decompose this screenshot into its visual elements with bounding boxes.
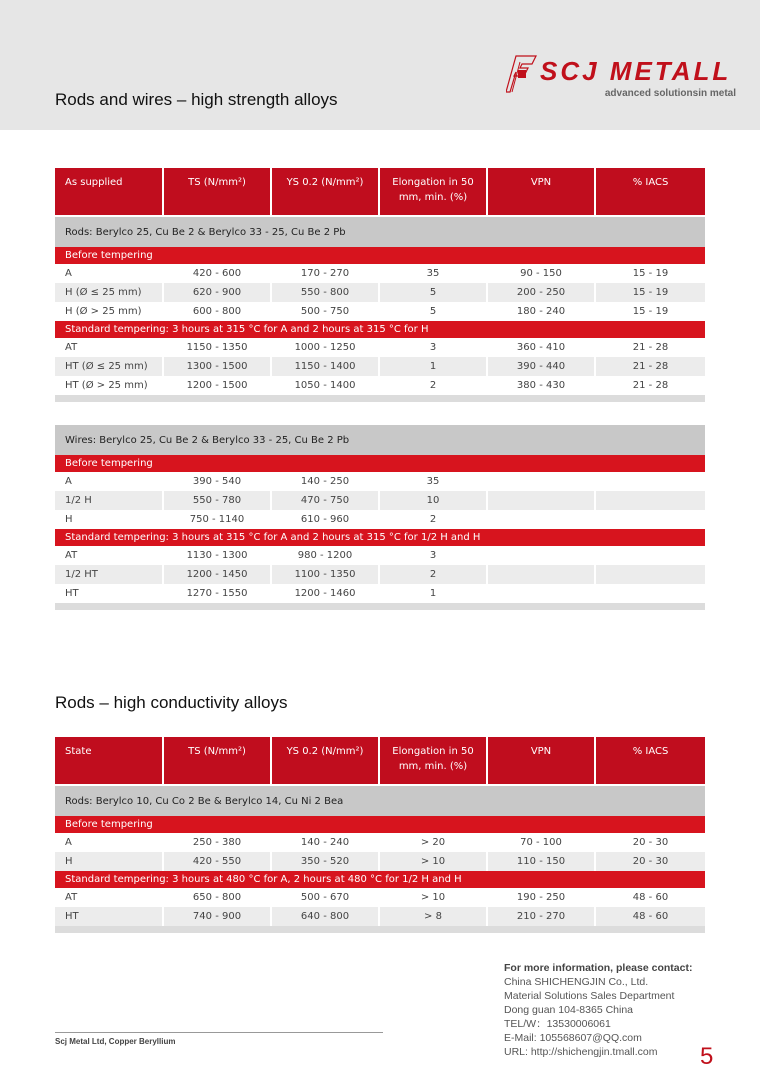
cell: 140 - 240 xyxy=(271,833,379,852)
cell: 420 - 550 xyxy=(163,852,271,871)
group-label: Wires: Berylco 25, Cu Be 2 & Berylco 33 - 25, Cu Be 2 Pb xyxy=(55,424,705,455)
page-header xyxy=(0,0,760,130)
cell: 210 - 270 xyxy=(487,907,595,926)
cell: A xyxy=(55,472,163,491)
cell: AT xyxy=(55,888,163,907)
col-header-elongation: Elongation in 50 mm, min. (%) xyxy=(379,168,487,216)
group-label: Rods: Berylco 10, Cu Co 2 Be & Berylco 14, Cu Ni 2 Bea xyxy=(55,785,705,816)
cell: 640 - 800 xyxy=(271,907,379,926)
rods-high-strength-table xyxy=(55,168,705,402)
cell: 48 - 60 xyxy=(595,907,705,926)
table-row xyxy=(55,907,705,926)
col-header-state: State xyxy=(55,737,163,785)
cell xyxy=(595,491,705,510)
cell: AT xyxy=(55,546,163,565)
col-header-vpn: VPN xyxy=(487,737,595,785)
section-label-row xyxy=(55,247,705,264)
cell: HT (Ø ≤ 25 mm) xyxy=(55,357,163,376)
cell: 140 - 250 xyxy=(271,472,379,491)
table-row xyxy=(55,565,705,584)
cell: 20 - 30 xyxy=(595,852,705,871)
col-header-state: As supplied xyxy=(55,168,163,216)
cell: > 8 xyxy=(379,907,487,926)
col-header-ys: YS 0.2 (N/mm²) xyxy=(271,737,379,785)
contact-email[interactable]: E-Mail: 105568607@QQ.com xyxy=(504,1032,642,1044)
table-foot xyxy=(55,395,705,402)
table-row xyxy=(55,283,705,302)
cell: 250 - 380 xyxy=(163,833,271,852)
cell: 1050 - 1400 xyxy=(271,376,379,395)
cell: 610 - 960 xyxy=(271,510,379,529)
table-row xyxy=(55,302,705,321)
cell: 1200 - 1460 xyxy=(271,584,379,603)
section-label-row xyxy=(55,871,705,888)
cell: 2 xyxy=(379,510,487,529)
cell: 1100 - 1350 xyxy=(271,565,379,584)
cell: 420 - 600 xyxy=(163,264,271,283)
cell xyxy=(595,584,705,603)
cell xyxy=(487,491,595,510)
cell: 1/2 H xyxy=(55,491,163,510)
table-row xyxy=(55,264,705,283)
cell: > 20 xyxy=(379,833,487,852)
cell: 20 - 30 xyxy=(632,837,669,848)
cell: H (Ø > 25 mm) xyxy=(55,302,163,321)
scj-metall-logo xyxy=(506,52,738,100)
cell: 21 - 28 xyxy=(632,380,669,391)
section-label: Before tempering xyxy=(55,455,705,472)
cell: 90 - 150 xyxy=(487,264,595,283)
cell: 180 - 240 xyxy=(487,302,595,321)
cell: 5 xyxy=(379,302,487,321)
section-label: Before tempering xyxy=(55,816,705,833)
cell xyxy=(595,546,705,565)
col-header-elongation: Elongation in 50 mm, min. (%) xyxy=(379,737,487,785)
cell: 2 xyxy=(379,376,487,395)
table-header-row xyxy=(55,168,705,216)
cell: 500 - 750 xyxy=(271,302,379,321)
table-row xyxy=(55,357,705,376)
cell: 21 - 28 xyxy=(595,357,705,376)
contact-phone: TEL/W：13530006061 xyxy=(504,1018,611,1030)
cell: 1/2 HT xyxy=(55,565,163,584)
table-foot xyxy=(55,603,705,610)
cell: A xyxy=(55,264,163,283)
cell: HT (Ø > 25 mm) xyxy=(55,376,163,395)
table-row xyxy=(55,510,705,529)
cell: 390 - 540 xyxy=(163,472,271,491)
cell: 980 - 1200 xyxy=(271,546,379,565)
group-row xyxy=(55,424,705,455)
cell: 35 xyxy=(379,472,487,491)
section-label-row xyxy=(55,321,705,338)
cell: > 10 xyxy=(379,852,487,871)
cell: 15 - 19 xyxy=(595,283,705,302)
cell xyxy=(487,472,595,491)
cell: 650 - 800 xyxy=(163,888,271,907)
cell: 380 - 430 xyxy=(487,376,595,395)
cell: 1300 - 1500 xyxy=(163,357,271,376)
section-label: Before tempering xyxy=(55,247,705,264)
cell: 21 - 28 xyxy=(632,342,669,353)
cell: 1 xyxy=(379,584,487,603)
cell: HT xyxy=(55,584,163,603)
cell: 48 - 60 xyxy=(632,892,669,903)
cell: 1150 - 1350 xyxy=(163,338,271,357)
cell: > 10 xyxy=(379,888,487,907)
cell: 550 - 780 xyxy=(163,491,271,510)
cell: 470 - 750 xyxy=(271,491,379,510)
cell: 740 - 900 xyxy=(163,907,271,926)
cell: H xyxy=(55,852,163,871)
cell: 3 xyxy=(379,546,487,565)
cell: 350 - 520 xyxy=(271,852,379,871)
page-number: 5 xyxy=(700,1043,714,1070)
section-label-row xyxy=(55,455,705,472)
cell: 550 - 800 xyxy=(271,283,379,302)
cell xyxy=(595,510,705,529)
section-label-row xyxy=(55,816,705,833)
cell: A xyxy=(55,833,163,852)
contact-heading: For more information, please contact: xyxy=(504,962,693,974)
cell: 500 - 670 xyxy=(271,888,379,907)
cell: AT xyxy=(55,338,163,357)
section-label: Standard tempering: 3 hours at 480 °C for A, 2 hours at 480 °C for 1/2 H and H xyxy=(55,871,705,888)
footer-text: Scj Metal Ltd, Copper Beryllium xyxy=(55,1037,176,1046)
table-row xyxy=(55,852,705,871)
wires-high-strength-table xyxy=(55,423,705,610)
contact-address: Dong guan 104-8365 China xyxy=(504,1004,634,1016)
cell: 200 - 250 xyxy=(487,283,595,302)
rods-high-conductivity-table xyxy=(55,737,705,933)
cell: 620 - 900 xyxy=(163,283,271,302)
table-row xyxy=(55,376,705,395)
cell xyxy=(595,472,705,491)
cell: 3 xyxy=(379,338,487,357)
cell: 1270 - 1550 xyxy=(163,584,271,603)
cell: 15 - 19 xyxy=(632,306,669,317)
cell xyxy=(487,565,595,584)
contact-url[interactable]: URL: http://shichengjin.tmall.com xyxy=(504,1046,658,1058)
cell: 750 - 1140 xyxy=(163,510,271,529)
cell: 1130 - 1300 xyxy=(163,546,271,565)
group-row xyxy=(55,216,705,247)
cell: 2 xyxy=(379,565,487,584)
contact-company: China SHICHENGJIN Co., Ltd. xyxy=(504,976,649,988)
cell: 170 - 270 xyxy=(271,264,379,283)
col-header-ys: YS 0.2 (N/mm²) xyxy=(271,168,379,216)
table-row xyxy=(55,491,705,510)
cell: 15 - 19 xyxy=(632,268,669,279)
table-row xyxy=(55,584,705,603)
table-header-row xyxy=(55,737,705,785)
brand-name: SCJ METALL xyxy=(540,56,732,86)
group-row xyxy=(55,785,705,816)
cell: 1 xyxy=(379,357,487,376)
cell: 360 - 410 xyxy=(487,338,595,357)
cell: 600 - 800 xyxy=(163,302,271,321)
cell: 10 xyxy=(379,491,487,510)
section-label: Standard tempering: 3 hours at 315 °C for A and 2 hours at 315 °C for H xyxy=(55,321,705,338)
footer-divider xyxy=(55,1032,383,1033)
cell: 1000 - 1250 xyxy=(271,338,379,357)
cell xyxy=(595,565,705,584)
cell: 1150 - 1400 xyxy=(271,357,379,376)
cell: 390 - 440 xyxy=(487,357,595,376)
cell: 70 - 100 xyxy=(487,833,595,852)
cell xyxy=(487,584,595,603)
col-header-ts: TS (N/mm²) xyxy=(163,737,271,785)
table-row xyxy=(55,472,705,491)
table-row xyxy=(55,546,705,565)
cell: H xyxy=(55,510,163,529)
contact-department: Material Solutions Sales Department xyxy=(504,990,675,1002)
brand-tagline: advanced solutionsin metal xyxy=(604,88,736,99)
col-header-ts: TS (N/mm²) xyxy=(163,168,271,216)
cell: 1200 - 1450 xyxy=(163,565,271,584)
col-header-iacs: % IACS xyxy=(595,737,705,785)
table-foot xyxy=(55,926,705,933)
col-header-iacs: % IACS xyxy=(595,168,705,216)
table-row xyxy=(55,338,705,357)
cell: 1200 - 1500 xyxy=(163,376,271,395)
cell: H (Ø ≤ 25 mm) xyxy=(55,283,163,302)
section-title-high-conductivity: Rods – high conductivity alloys xyxy=(55,693,288,712)
cell: 110 - 150 xyxy=(487,852,595,871)
table-row xyxy=(55,833,705,852)
cell: 5 xyxy=(379,283,487,302)
cell xyxy=(487,510,595,529)
contact-block xyxy=(504,961,692,1059)
group-label: Rods: Berylco 25, Cu Be 2 & Berylco 33 - 25, Cu Be 2 Pb xyxy=(55,216,705,247)
page-title: Rods and wires – high strength alloys xyxy=(55,90,338,109)
cell: 35 xyxy=(379,264,487,283)
cell: HT xyxy=(55,907,163,926)
section-label: Standard tempering: 3 hours at 315 °C for A and 2 hours at 315 °C for 1/2 H and H xyxy=(55,529,705,546)
col-header-vpn: VPN xyxy=(487,168,595,216)
cell xyxy=(487,546,595,565)
cell: 190 - 250 xyxy=(487,888,595,907)
section-label-row xyxy=(55,529,705,546)
table-row xyxy=(55,888,705,907)
